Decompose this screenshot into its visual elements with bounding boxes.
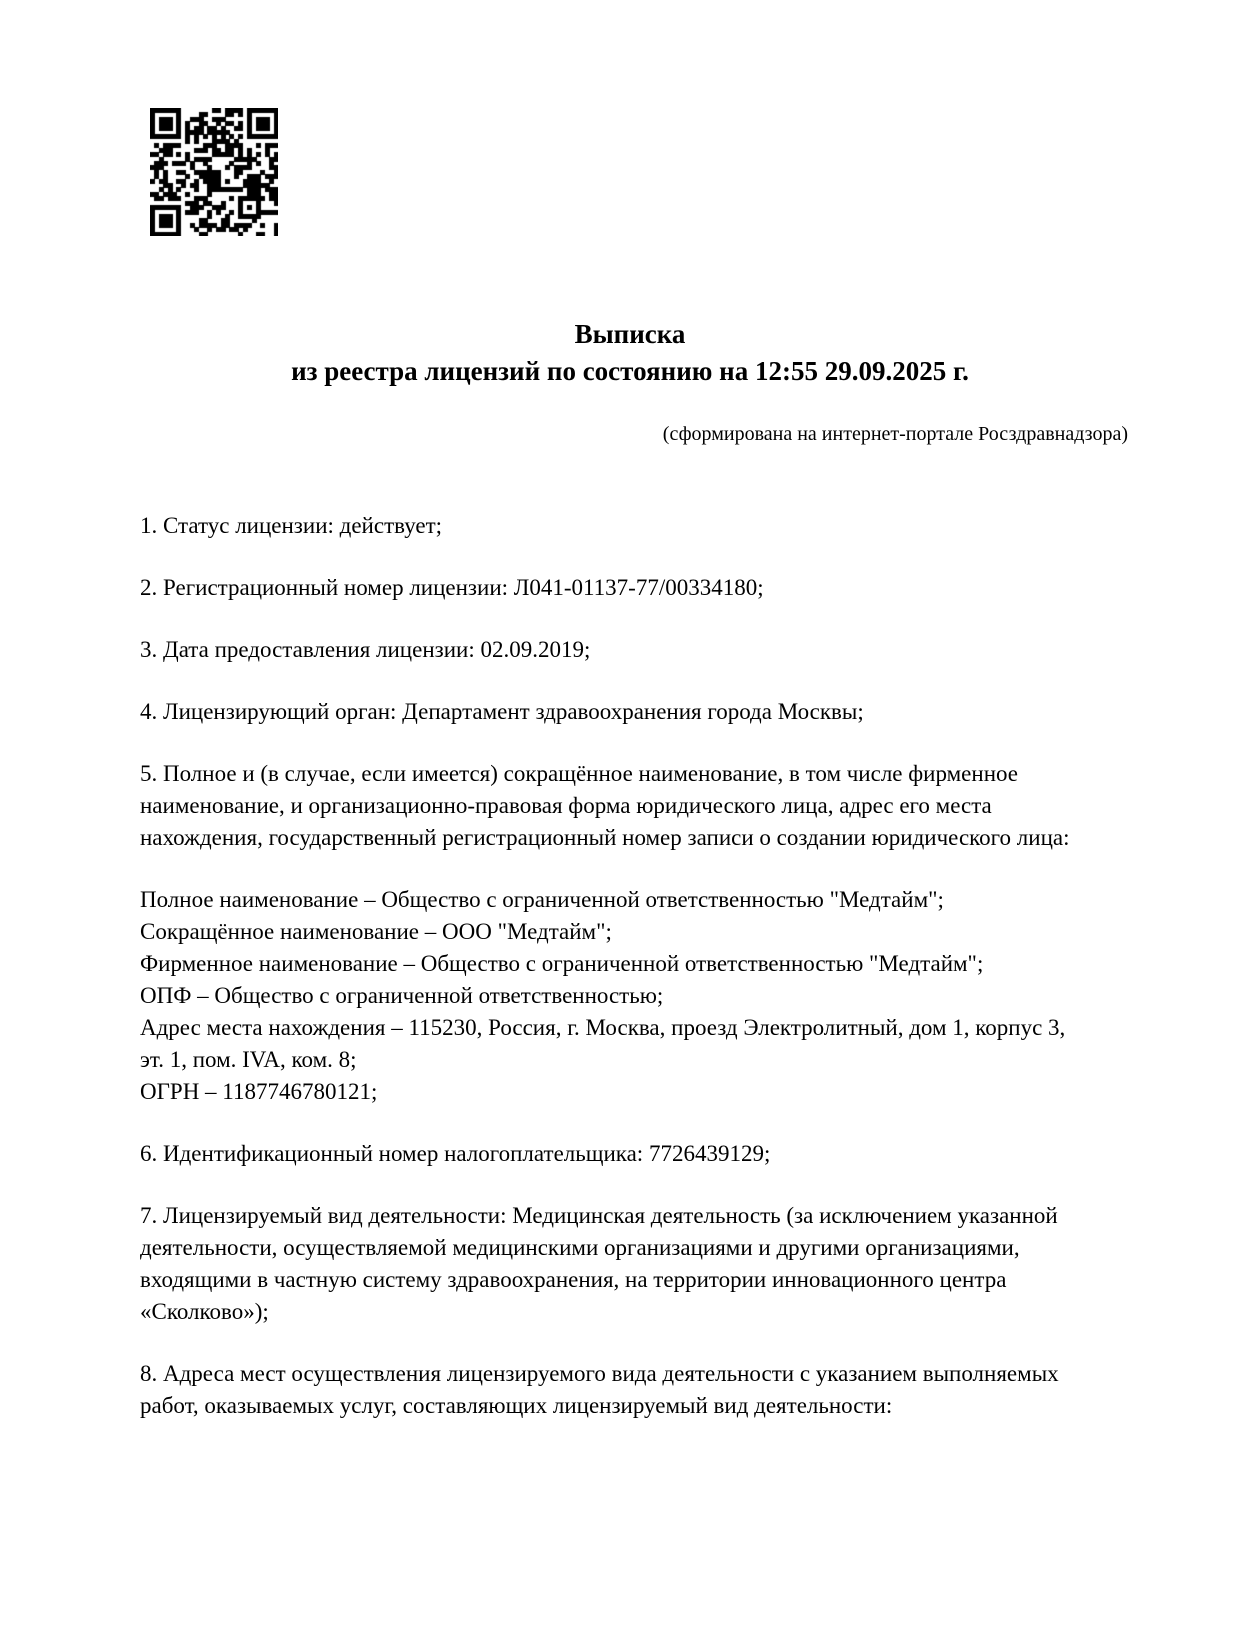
license-status-item: 1. Статус лицензии: действует; [140, 513, 443, 538]
title-line-2: из реестра лицензий по состоянию на 12:55 29.09.2025 г. [291, 356, 969, 386]
document-body [0, 510, 1240, 1422]
entity-details-block: Полное наименование – Общество с ограниченной ответственностью "Медтайм"; Сокращённое наименование – ООО "Медтайм"; Фирменное наименование – Общество с ограниченной ответственностью "Медтайм"; ОПФ – Общество с ограниченной ответственностью; Адрес места нахождения – 115230, Россия, г. Москва, проезд Электролитный, дом 1, корпус 3, эт. 1, пом. IVA, ком. 8; ОГРН – 1187746780121; [140, 887, 1066, 1104]
title-line-1: Выписка [574, 319, 686, 349]
licensing-authority-item: 4. Лицензирующий орган: Департамент здравоохранения города Москвы; [140, 699, 864, 724]
registration-number-item: 2. Регистрационный номер лицензии: Л041-01137-77/00334180; [140, 575, 764, 600]
taxpayer-id-item: 6. Идентификационный номер налогоплательщика: 7726439129; [140, 1141, 771, 1166]
entity-details-intro-item: 5. Полное и (в случае, если имеется) сокращённое наименование, в том числе фирменное наименование, и организационно-правовая форма юридического лица, адрес его места нахождения, государственный регистрационный номер записи о создании юридического лица: [140, 761, 1070, 850]
licensed-activity-item: 7. Лицензируемый вид деятельности: Медицинская деятельность (за исключением указанной деятельности, осуществляемой медицинскими организациями и другими организациями, входящими в частную систему здравоохранения, на территории инновационного центра «Сколково»); [140, 1203, 1058, 1324]
document-subtitle: (сформирована на интернет-портале Росздравнадзора) [662, 423, 1128, 445]
activity-addresses-intro-item: 8. Адреса мест осуществления лицензируемого вида деятельности с указанием выполняемых работ, оказываемых услуг, составляющих лицензируемый вид деятельности: [140, 1361, 1059, 1418]
grant-date-item: 3. Дата предоставления лицензии: 02.09.2019; [140, 637, 591, 662]
qr-code-icon [150, 108, 278, 236]
document-title [0, 316, 1240, 390]
